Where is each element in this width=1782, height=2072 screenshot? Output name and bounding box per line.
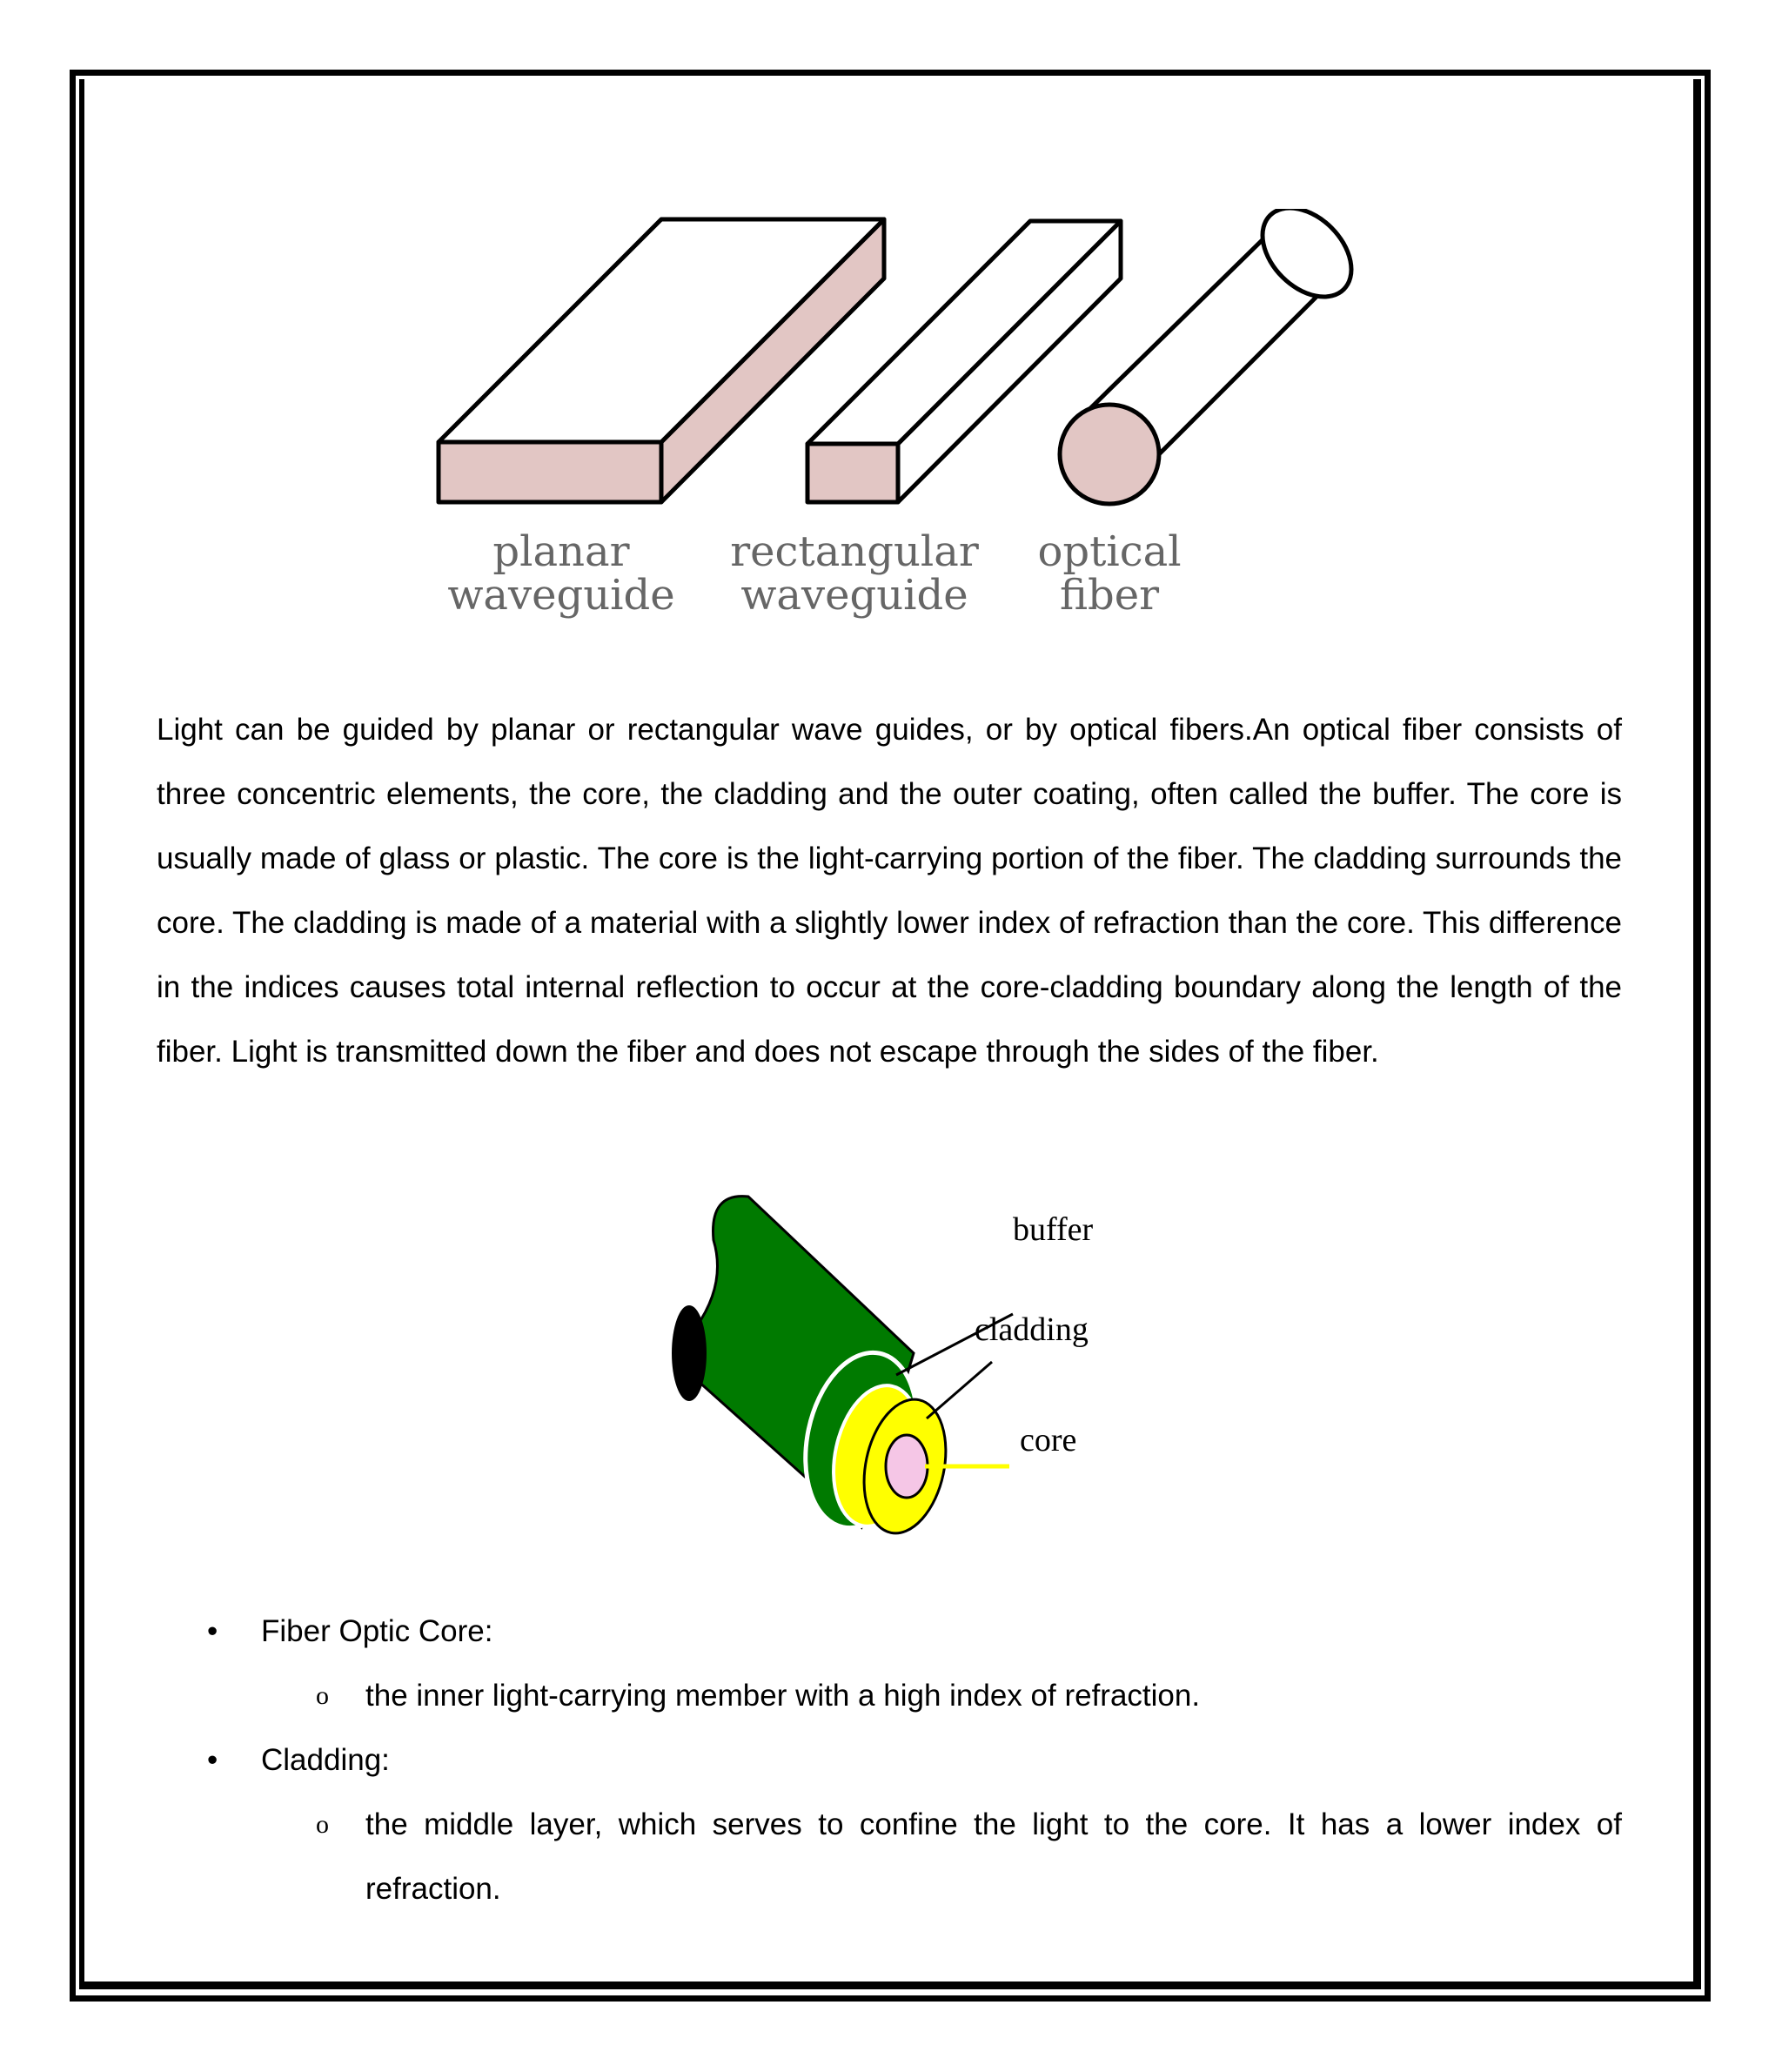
list-item-cladding — [157, 1728, 1622, 1793]
sub-bullet: o — [316, 1681, 329, 1710]
planar-label-line1: planar — [492, 527, 630, 576]
sub-bullet: o — [316, 1810, 329, 1839]
fiber-label-line2: fiber — [1059, 571, 1160, 620]
body-paragraph: Light can be guided by planar or rectangular wave guides, or by optical fibers.An optical fiber consists of three concentric elements, the core, the cladding and the outer coating, often called the buffer. The core is usually made of glass or plastic. The core is the light-carrying portion of the fiber. The cladding surrounds the core. The cladding is made of a material with a slightly lower index of refraction than the core. This difference in the indices causes total internal reflection to occur at the core-cladding boundary along the length of the fiber. Light is transmitted down the fiber and does not escape through the sides of the fiber. — [157, 713, 1622, 1069]
definition-list — [157, 1599, 1622, 1921]
bullet: • — [207, 1614, 218, 1648]
page-border-inner-left — [79, 79, 84, 1989]
core-label: core — [1020, 1422, 1077, 1458]
page-border-inner-right — [1693, 79, 1701, 1989]
cladding-pointer — [927, 1362, 992, 1418]
core-definition: the inner light-carrying member with a high index of refraction. — [365, 1679, 1201, 1713]
page-border-inner-bottom — [79, 1981, 1701, 1989]
list-item-core — [157, 1599, 1622, 1664]
core-term: Fiber Optic Core: — [261, 1614, 493, 1648]
cladding-label: cladding — [975, 1311, 1089, 1348]
cladding-definition: the middle layer, which serves to confine the light to the core. It has a lower index of refraction. — [365, 1807, 1622, 1906]
rectangular-label-line2: waveguide — [740, 571, 968, 620]
sub-item-cladding — [157, 1793, 1622, 1921]
sub-item-core — [157, 1664, 1622, 1728]
buffer-label: buffer — [1013, 1211, 1094, 1248]
fiber-structure-figure — [661, 1179, 1114, 1545]
fiber-core — [886, 1435, 928, 1498]
waveguide-figure — [426, 209, 1366, 644]
rectangular-label-line1: rectangular — [730, 527, 979, 576]
cladding-term: Cladding: — [261, 1743, 390, 1777]
planar-label-line2: waveguide — [447, 571, 675, 620]
fiber-label-line1: optical — [1037, 527, 1182, 576]
bullet: • — [207, 1743, 218, 1777]
